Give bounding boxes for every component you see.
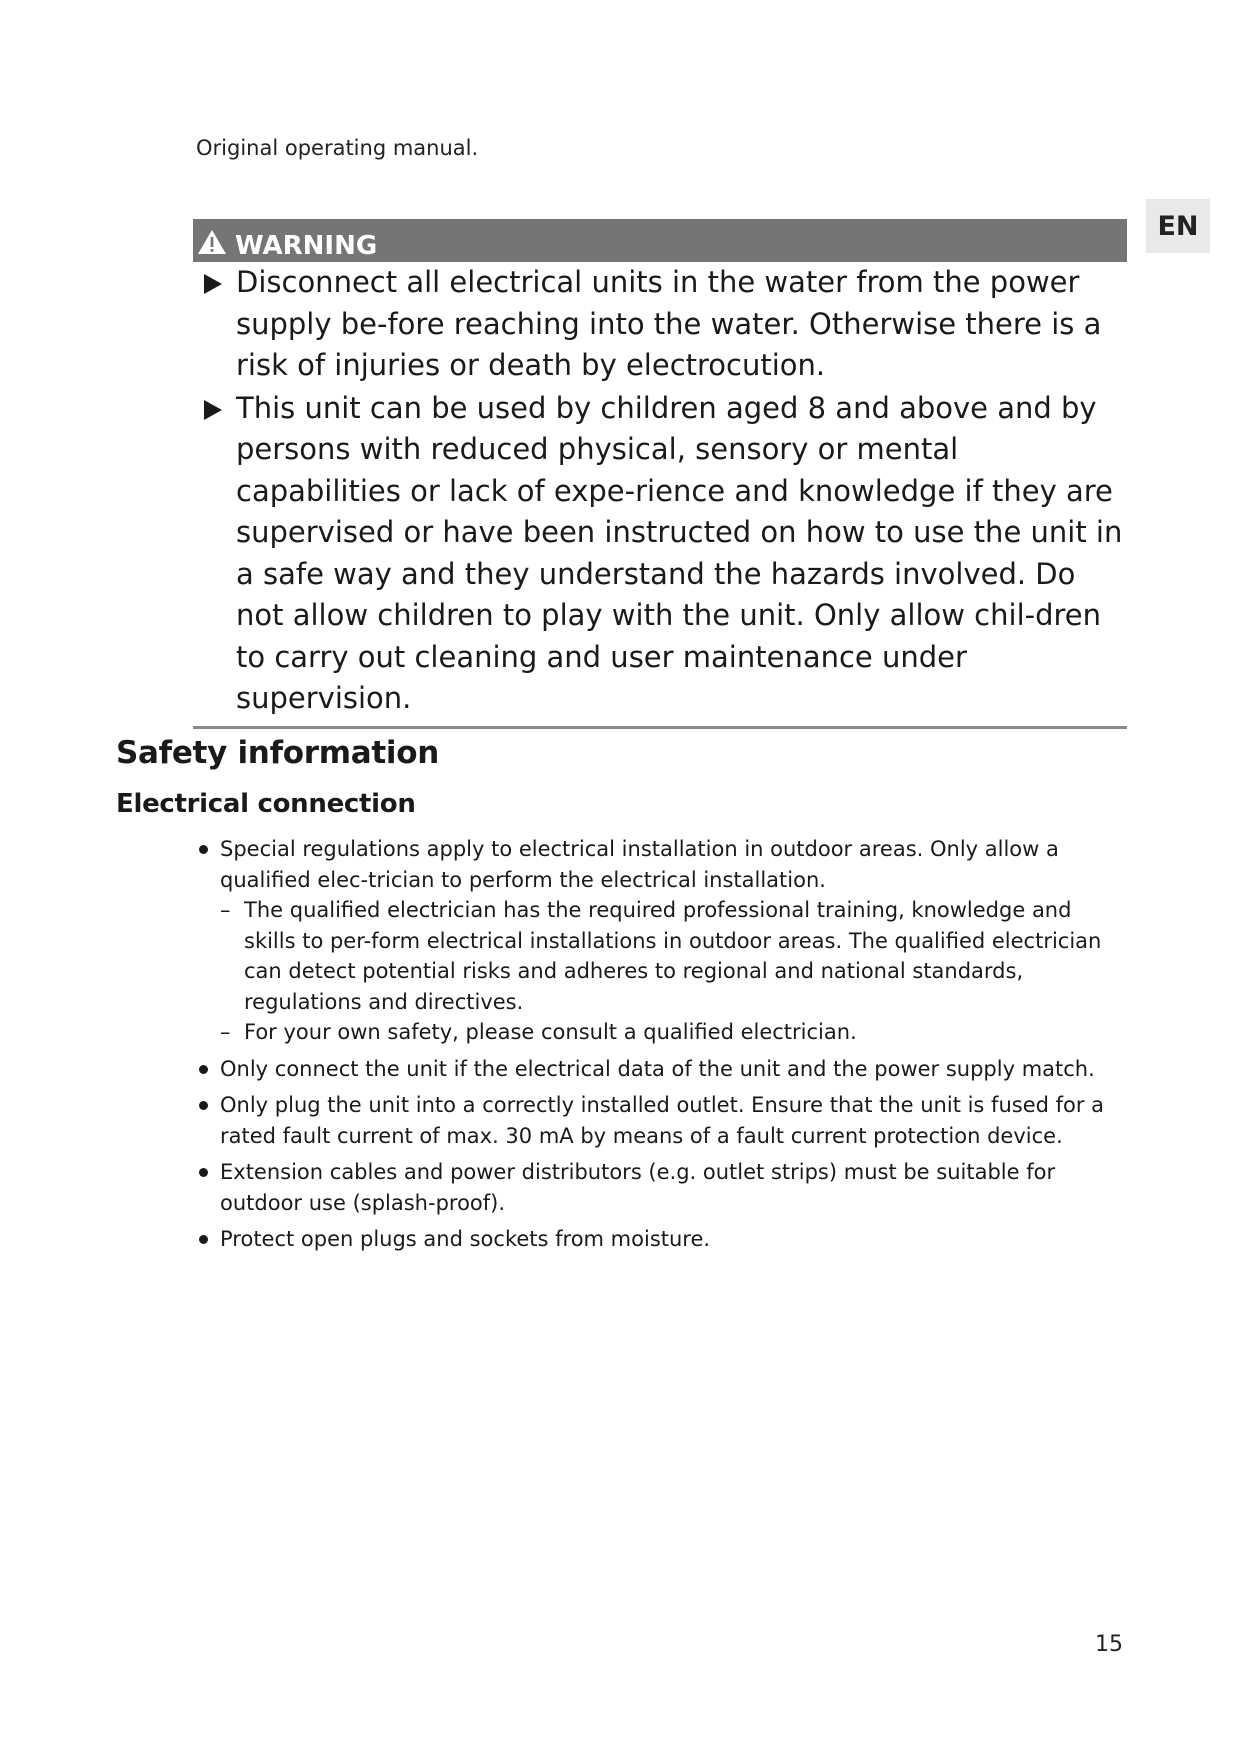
bullet-icon [199,1101,208,1110]
dash-icon: – [220,898,231,922]
list-item [196,1224,1126,1255]
electrical-connection-list [196,834,1126,1261]
warning-triangle-icon [197,229,227,255]
list-item-text: Only connect the unit if the electrical data of the unit and the power supply match. [220,1056,1095,1081]
manual-header: Original operating manual. [196,136,479,160]
warning-item [193,388,1127,720]
triangle-bullet-icon [204,274,222,294]
language-tab: EN [1146,199,1210,253]
list-item-text: Only plug the unit into a correctly installed outlet. Ensure that the unit is fused for a rated fault current of max. 30 mA by means of a fault current protection device. [220,1093,1105,1148]
warning-title: WARNING [235,231,378,261]
sub-list-item-text: For your own safety, please consult a qualified electrician. [244,1020,857,1044]
sub-list-item [220,895,1126,1017]
warning-item [193,262,1127,387]
bullet-icon [199,845,208,854]
sub-list-item-text: The qualified electrician has the required professional training, knowledge and skills to per-form electrical installations in outdoor areas. The qualified electrician can detect potential risks and adheres to regional and national standards, regulations and directives. [244,898,1102,1014]
warning-item-text: Disconnect all electrical units in the water from the power supply be-fore reaching into the water. Otherwise there is a risk of injuries or death by electrocution. [236,265,1102,382]
bullet-icon [199,1235,208,1244]
bullet-icon [199,1168,208,1177]
list-item [196,1090,1126,1151]
list-item-text: Special regulations apply to electrical installation in outdoor areas. Only allow a qualified elec-trician to perform the electrical installation. [220,837,1059,892]
sub-list [220,895,1126,1048]
dash-icon: – [220,1020,231,1044]
list-item [196,1054,1126,1085]
warning-list [193,262,1127,720]
subsection-title: Electrical connection [116,789,416,819]
page-number: 15 [1095,1632,1123,1657]
sub-list-item [220,1017,1126,1048]
list-item-text: Protect open plugs and sockets from moisture. [220,1227,711,1251]
list-item [196,1157,1126,1218]
triangle-bullet-icon [204,400,222,420]
warning-box [193,219,1127,729]
list-item [196,834,1126,1048]
section-title: Safety information [116,735,439,771]
warning-item-text: This unit can be used by children aged 8 and above and by persons with reduced physical, sensory or mental capabilities or lack of expe-rience and knowledge if they are supervised or have been instructed on how to use the unit in a safe way and they understand the hazards involved. Do not allow children to play with the unit. Only allow chil-dren to carry out cleaning and user maintenance under supervision. [236,390,1123,715]
bullet-icon [199,1065,208,1074]
warning-header [193,219,1127,262]
list-item-text: Extension cables and power distributors (e.g. outlet strips) must be suitable for outdoor use (splash-proof). [220,1160,1056,1215]
warning-divider [193,726,1127,729]
